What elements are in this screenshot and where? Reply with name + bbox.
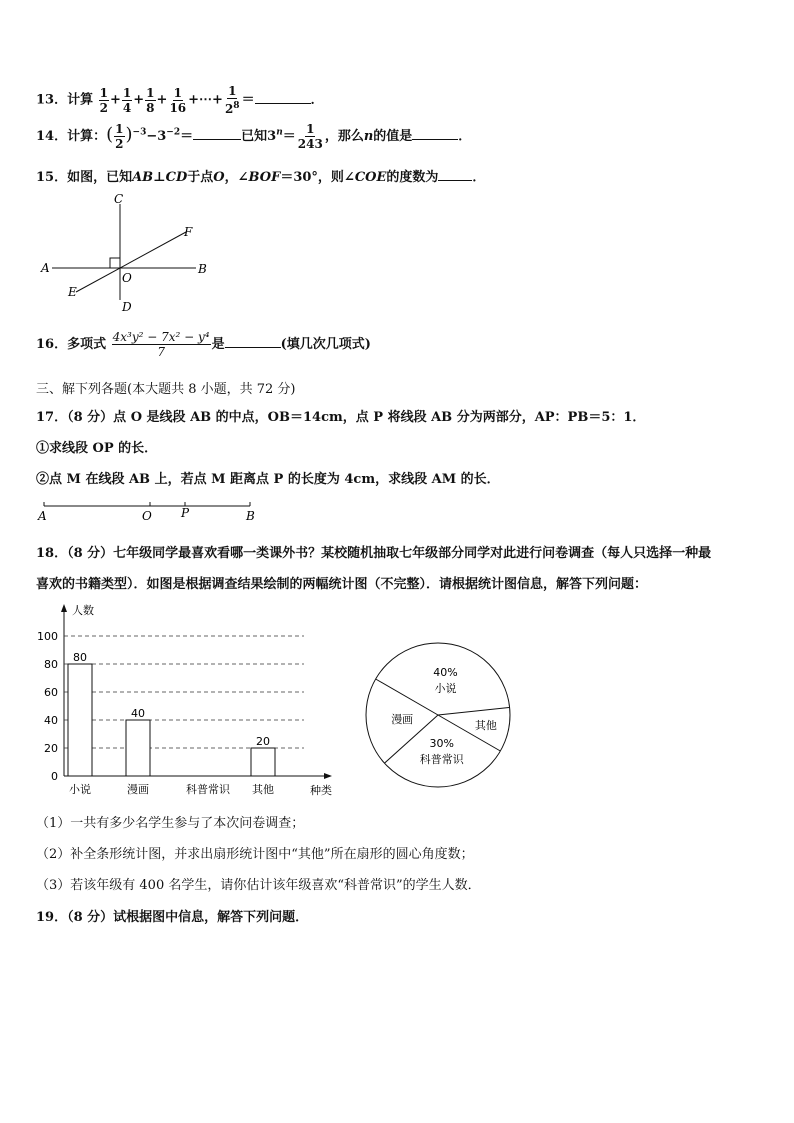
pie-percent-label: 30% (429, 736, 454, 750)
seg-label-a: A (38, 509, 47, 523)
q16-is: 是 (211, 337, 225, 352)
q15-text1: 15．如图，已知 (36, 170, 133, 185)
q16-answer-blank[interactable] (225, 335, 281, 348)
x-axis-label: 种类 (310, 784, 332, 797)
q17-line1: 17．（8 分）点 O 是线段 AB 的中点，OB＝14cm，点 P 将线段 AB 分为两部分，AP：PB＝5：1． (36, 410, 646, 425)
y-tick-label: 20 (44, 742, 58, 755)
segment-figure (36, 496, 276, 526)
pie-percent-label: 40% (433, 665, 458, 679)
y-tick-label: 80 (44, 658, 58, 671)
q15-bof: BOF (248, 170, 281, 185)
x-tick-label: 漫画 (127, 783, 149, 796)
bar-value-label: 20 (256, 735, 270, 748)
y-tick-label: 40 (44, 714, 58, 727)
q18-sub1: （1）一共有多少名学生参与了本次问卷调查； (36, 816, 305, 831)
q14-base: 3 (267, 129, 277, 144)
q14-rhs-frac: $\frac{1}{243}$ (297, 122, 323, 151)
question-14: 14．计算：( $\frac{1}{2}$ )$^{-3}-3^{-2}=$ 已知$3^n=$ $\frac{1}{243}$ ，那么n的值是 ． (36, 122, 472, 151)
q13-plus: + (133, 92, 145, 108)
question-15 (36, 166, 485, 185)
q14-equals-2: ＝ (282, 129, 296, 144)
bar (126, 720, 150, 776)
x-axis-arrow (324, 773, 332, 779)
q13-frac-4: $\frac{1}{16}$ (169, 85, 187, 115)
x-tick-label: 科普常识 (186, 783, 230, 796)
q16-expression: $\frac{\text{4x³y² − 7x² − y⁴}}{7}$ (112, 330, 210, 359)
q19-line1: 19．（8 分）试根据图中信息，解答下列问题． (36, 910, 309, 925)
seg-label-b: B (246, 509, 255, 523)
q15-answer-blank[interactable] (438, 168, 472, 181)
q15-cd: CD (165, 170, 188, 185)
q14-exp-n: n (276, 127, 283, 138)
label-a: A (41, 261, 50, 275)
y-axis-label: 人数 (72, 604, 94, 617)
pie-chart (362, 638, 522, 798)
q14-end: ． (458, 129, 472, 144)
q14-known: 已知 (241, 129, 268, 144)
angle-figure (36, 190, 236, 316)
bar (68, 664, 92, 776)
q14-answer-blank-1[interactable] (193, 127, 241, 140)
q14-answer-blank-2[interactable] (412, 127, 458, 140)
q14-minus-base: −3 (146, 129, 167, 144)
q16-prefix: 多项式 (67, 337, 107, 352)
q14-number: 14． (36, 129, 68, 144)
q13-plus: + (110, 92, 121, 108)
q14-exp1: −3 (132, 127, 147, 138)
y-tick-label: 60 (44, 686, 58, 699)
bar (251, 748, 275, 776)
q14-tail: ，那么 (324, 129, 364, 144)
q17-line3: ②点 M 在线段 AB 上，若点 M 距离点 P 的长度为 4cm，求线段 AM 的长． (36, 472, 500, 487)
y-tick-label: 0 (51, 770, 58, 783)
q15-end: ． (472, 170, 486, 185)
q14-var: n (363, 129, 374, 144)
q15-ab: AB (132, 170, 154, 185)
q18-sub2: （2）补全条形统计图，并求出扇形统计图中“其他”所在扇形的圆心角度数； (36, 847, 474, 862)
pie-slice-label: 其他 (474, 719, 497, 733)
label-d: D (122, 300, 132, 314)
label-c: C (114, 192, 124, 206)
q13-prefix: 计算 (67, 92, 94, 108)
q14-equals: ＝ (180, 129, 194, 144)
q14-paren-frac: $\frac{1}{2}$ (115, 122, 124, 151)
y-axis-arrow (61, 604, 67, 612)
bar-chart (30, 600, 350, 802)
seg-label-p: P (181, 506, 190, 520)
q16-number: 16． (36, 337, 68, 352)
question-16 (36, 330, 371, 359)
section-heading: 三、解下列各题(本大题共 8 小题，共 72 分) (36, 382, 296, 397)
q14-tail2: 的值是 (373, 129, 413, 144)
x-tick-label: 其他 (252, 783, 274, 796)
pie-slice-label: 科普常识 (419, 752, 464, 766)
q15-perp: ⊥ (153, 170, 166, 185)
bar-value-label: 40 (131, 707, 145, 720)
q13-ellipsis: +⋯+ (188, 92, 223, 108)
q18-line1: 18．（8 分）七年级同学最喜欢看哪一类课外书？某校随机抽取七年级部分同学对此进行问卷调查（每人只选择一种最 (36, 546, 712, 561)
q16-hint: (填几次几项式) (280, 337, 371, 352)
pie-slice-label: 小说 (434, 681, 457, 695)
q15-text5: 的度数为 (386, 170, 439, 185)
label-o: O (122, 271, 132, 285)
label-e: E (68, 285, 77, 299)
bar-value-label: 80 (73, 651, 87, 664)
q17-line2: ①求线段 OP 的长． (36, 441, 158, 456)
q13-frac-2: $\frac{1}{4}$ (122, 85, 132, 115)
q14-prefix: 计算： (67, 129, 107, 144)
q13-answer-blank[interactable] (255, 91, 311, 104)
q15-text2: 于点 (187, 170, 214, 185)
q15-text3: ，∠ (224, 170, 249, 185)
question-13 (36, 84, 324, 116)
q13-frac-3: $\frac{1}{8}$ (146, 85, 155, 115)
q18-sub3: （3）若该年级有 400 名学生，请你估计该年级喜欢“科普常识”的学生人数． (36, 878, 481, 893)
label-b: B (198, 262, 207, 276)
q13-end: ． (310, 92, 324, 108)
seg-label-o: O (142, 509, 152, 523)
q15-text4: ＝30°，则∠ (280, 170, 355, 185)
q13-plus: + (156, 92, 168, 108)
q13-frac-last: $\frac{1}{2^8}$ (224, 84, 240, 116)
pie-slice-label: 漫画 (391, 712, 414, 726)
label-f: F (184, 225, 193, 239)
q13-number: 13． (36, 92, 68, 108)
x-tick-label: 小说 (69, 783, 91, 796)
q18-line2: 喜欢的书籍类型）．如图是根据调查结果绘制的两幅统计图（不完整）．请根据统计图信息，解答下列问题： (36, 577, 648, 592)
y-tick-label: 100 (37, 630, 58, 643)
q13-frac-1: $\frac{1}{2}$ (99, 85, 108, 115)
q13-equals: ＝ (241, 92, 255, 108)
q14-exp2: −2 (166, 127, 181, 138)
q15-coe: COE (354, 170, 387, 185)
right-angle-mark (110, 258, 120, 268)
q15-o: O (213, 170, 225, 185)
